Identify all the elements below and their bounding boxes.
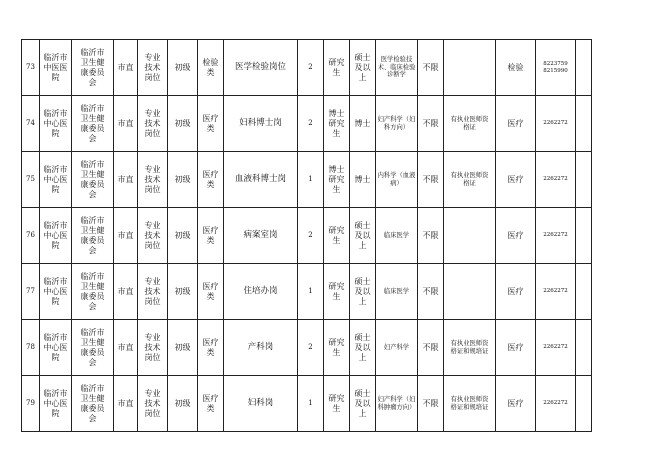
education-cell: 博士研究生 <box>324 96 350 152</box>
level-cell: 市直 <box>114 40 138 96</box>
exam-type-cell: 医疗 <box>496 264 536 320</box>
table-row <box>22 376 592 432</box>
education-cell: 研究生 <box>324 40 350 96</box>
department-cell: 临沂市卫生健康委员会 <box>72 208 114 264</box>
grade-cell: 初级 <box>168 40 198 96</box>
grade-cell: 初级 <box>168 320 198 376</box>
education-cell: 研究生 <box>324 376 350 432</box>
post-type-cell: 专业技术岗位 <box>138 320 168 376</box>
grade-cell: 初级 <box>168 152 198 208</box>
age-cell: 不限 <box>418 320 444 376</box>
category-cell: 医疗类 <box>198 264 224 320</box>
degree-cell: 硕士及以上 <box>350 208 376 264</box>
position-name-cell: 妇科博士岗 <box>224 96 298 152</box>
remarks-cell <box>576 152 592 208</box>
phone-cell: 2262272 <box>536 320 576 376</box>
headcount-cell: 2 <box>298 320 324 376</box>
level-cell: 市直 <box>114 96 138 152</box>
remarks-cell <box>576 208 592 264</box>
hospital-cell: 临沂市中心医院 <box>40 96 72 152</box>
post-type-cell: 专业技术岗位 <box>138 264 168 320</box>
post-type-cell: 专业技术岗位 <box>138 208 168 264</box>
phone-cell: 2262272 <box>536 264 576 320</box>
table-row <box>22 96 592 152</box>
major-cell: 医学检验技术、临床检验诊断学 <box>376 40 418 96</box>
department-cell: 临沂市卫生健康委员会 <box>72 40 114 96</box>
exam-type-cell: 医疗 <box>496 320 536 376</box>
education-cell: 研究生 <box>324 264 350 320</box>
degree-cell: 硕士及以上 <box>350 264 376 320</box>
age-cell: 不限 <box>418 40 444 96</box>
education-cell: 研究生 <box>324 320 350 376</box>
level-cell: 市直 <box>114 264 138 320</box>
phone-cell: 8223759 8215990 <box>536 40 576 96</box>
category-cell: 检验类 <box>198 40 224 96</box>
education-cell: 博士研究生 <box>324 152 350 208</box>
exam-type-cell: 检验 <box>496 40 536 96</box>
grade-cell: 初级 <box>168 376 198 432</box>
position-name-cell: 产科岗 <box>224 320 298 376</box>
age-cell: 不限 <box>418 152 444 208</box>
remarks-cell <box>576 320 592 376</box>
category-cell: 医疗类 <box>198 208 224 264</box>
major-cell: 妇产科学 <box>376 320 418 376</box>
category-cell: 医疗类 <box>198 152 224 208</box>
position-name-cell: 住培办岗 <box>224 264 298 320</box>
grade-cell: 初级 <box>168 96 198 152</box>
major-cell: 临床医学 <box>376 264 418 320</box>
table-row <box>22 264 592 320</box>
serial-number-cell: 73 <box>22 40 40 96</box>
serial-number-cell: 74 <box>22 96 40 152</box>
headcount-cell: 2 <box>298 96 324 152</box>
recruitment-table <box>21 39 592 432</box>
serial-number-cell: 76 <box>22 208 40 264</box>
remarks-cell <box>576 264 592 320</box>
age-cell: 不限 <box>418 208 444 264</box>
major-cell: 妇产科学（妇科肿瘤方向） <box>376 376 418 432</box>
phone-cell: 2262272 <box>536 376 576 432</box>
headcount-cell: 2 <box>298 208 324 264</box>
table-row <box>22 320 592 376</box>
serial-number-cell: 77 <box>22 264 40 320</box>
degree-cell: 博士 <box>350 96 376 152</box>
position-name-cell: 血液科博士岗 <box>224 152 298 208</box>
serial-number-cell: 78 <box>22 320 40 376</box>
department-cell: 临沂市卫生健康委员会 <box>72 376 114 432</box>
level-cell: 市直 <box>114 152 138 208</box>
education-cell: 研究生 <box>324 208 350 264</box>
hospital-cell: 临沂市中心医院 <box>40 376 72 432</box>
phone-cell: 2262272 <box>536 208 576 264</box>
other-requirements-cell <box>444 264 496 320</box>
position-name-cell: 妇科岗 <box>224 376 298 432</box>
hospital-cell: 临沂市中心医院 <box>40 320 72 376</box>
other-requirements-cell: 有执业医师资格证 <box>444 152 496 208</box>
headcount-cell: 1 <box>298 264 324 320</box>
phone-cell: 2262272 <box>536 152 576 208</box>
major-cell: 妇产科学（妇科方向） <box>376 96 418 152</box>
post-type-cell: 专业技术岗位 <box>138 40 168 96</box>
level-cell: 市直 <box>114 320 138 376</box>
grade-cell: 初级 <box>168 264 198 320</box>
other-requirements-cell <box>444 208 496 264</box>
serial-number-cell: 75 <box>22 152 40 208</box>
degree-cell: 硕士及以上 <box>350 320 376 376</box>
exam-type-cell: 医疗 <box>496 96 536 152</box>
degree-cell: 博士 <box>350 152 376 208</box>
exam-type-cell: 医疗 <box>496 376 536 432</box>
exam-type-cell: 医疗 <box>496 208 536 264</box>
department-cell: 临沂市卫生健康委员会 <box>72 152 114 208</box>
other-requirements-cell: 有执业医师资格证和规培证 <box>444 320 496 376</box>
remarks-cell <box>576 40 592 96</box>
level-cell: 市直 <box>114 208 138 264</box>
post-type-cell: 专业技术岗位 <box>138 152 168 208</box>
other-requirements-cell: 有执业医师资格证和规培证 <box>444 376 496 432</box>
remarks-cell <box>576 96 592 152</box>
level-cell: 市直 <box>114 376 138 432</box>
grade-cell: 初级 <box>168 208 198 264</box>
other-requirements-cell: 有执业医师资格证 <box>444 96 496 152</box>
hospital-cell: 临沂市中心医院 <box>40 264 72 320</box>
headcount-cell: 1 <box>298 152 324 208</box>
position-name-cell: 医学检验岗位 <box>224 40 298 96</box>
department-cell: 临沂市卫生健康委员会 <box>72 96 114 152</box>
remarks-cell <box>576 376 592 432</box>
phone-cell: 2262272 <box>536 96 576 152</box>
post-type-cell: 专业技术岗位 <box>138 96 168 152</box>
department-cell: 临沂市卫生健康委员会 <box>72 320 114 376</box>
exam-type-cell: 医疗 <box>496 152 536 208</box>
table-row <box>22 208 592 264</box>
degree-cell: 硕士及以上 <box>350 40 376 96</box>
hospital-cell: 临沂市中心医院 <box>40 152 72 208</box>
post-type-cell: 专业技术岗位 <box>138 376 168 432</box>
age-cell: 不限 <box>418 264 444 320</box>
headcount-cell: 1 <box>298 376 324 432</box>
department-cell: 临沂市卫生健康委员会 <box>72 264 114 320</box>
category-cell: 医疗类 <box>198 376 224 432</box>
other-requirements-cell <box>444 40 496 96</box>
age-cell: 不限 <box>418 376 444 432</box>
table-row <box>22 152 592 208</box>
table-row <box>22 40 592 96</box>
hospital-cell: 临沂市中心医院 <box>40 208 72 264</box>
category-cell: 医疗类 <box>198 96 224 152</box>
position-name-cell: 病案室岗 <box>224 208 298 264</box>
category-cell: 医疗类 <box>198 320 224 376</box>
degree-cell: 硕士及以上 <box>350 376 376 432</box>
serial-number-cell: 79 <box>22 376 40 432</box>
headcount-cell: 2 <box>298 40 324 96</box>
hospital-cell: 临沂市中医医院 <box>40 40 72 96</box>
major-cell: 内科学（血液病） <box>376 152 418 208</box>
major-cell: 临床医学 <box>376 208 418 264</box>
age-cell: 不限 <box>418 96 444 152</box>
